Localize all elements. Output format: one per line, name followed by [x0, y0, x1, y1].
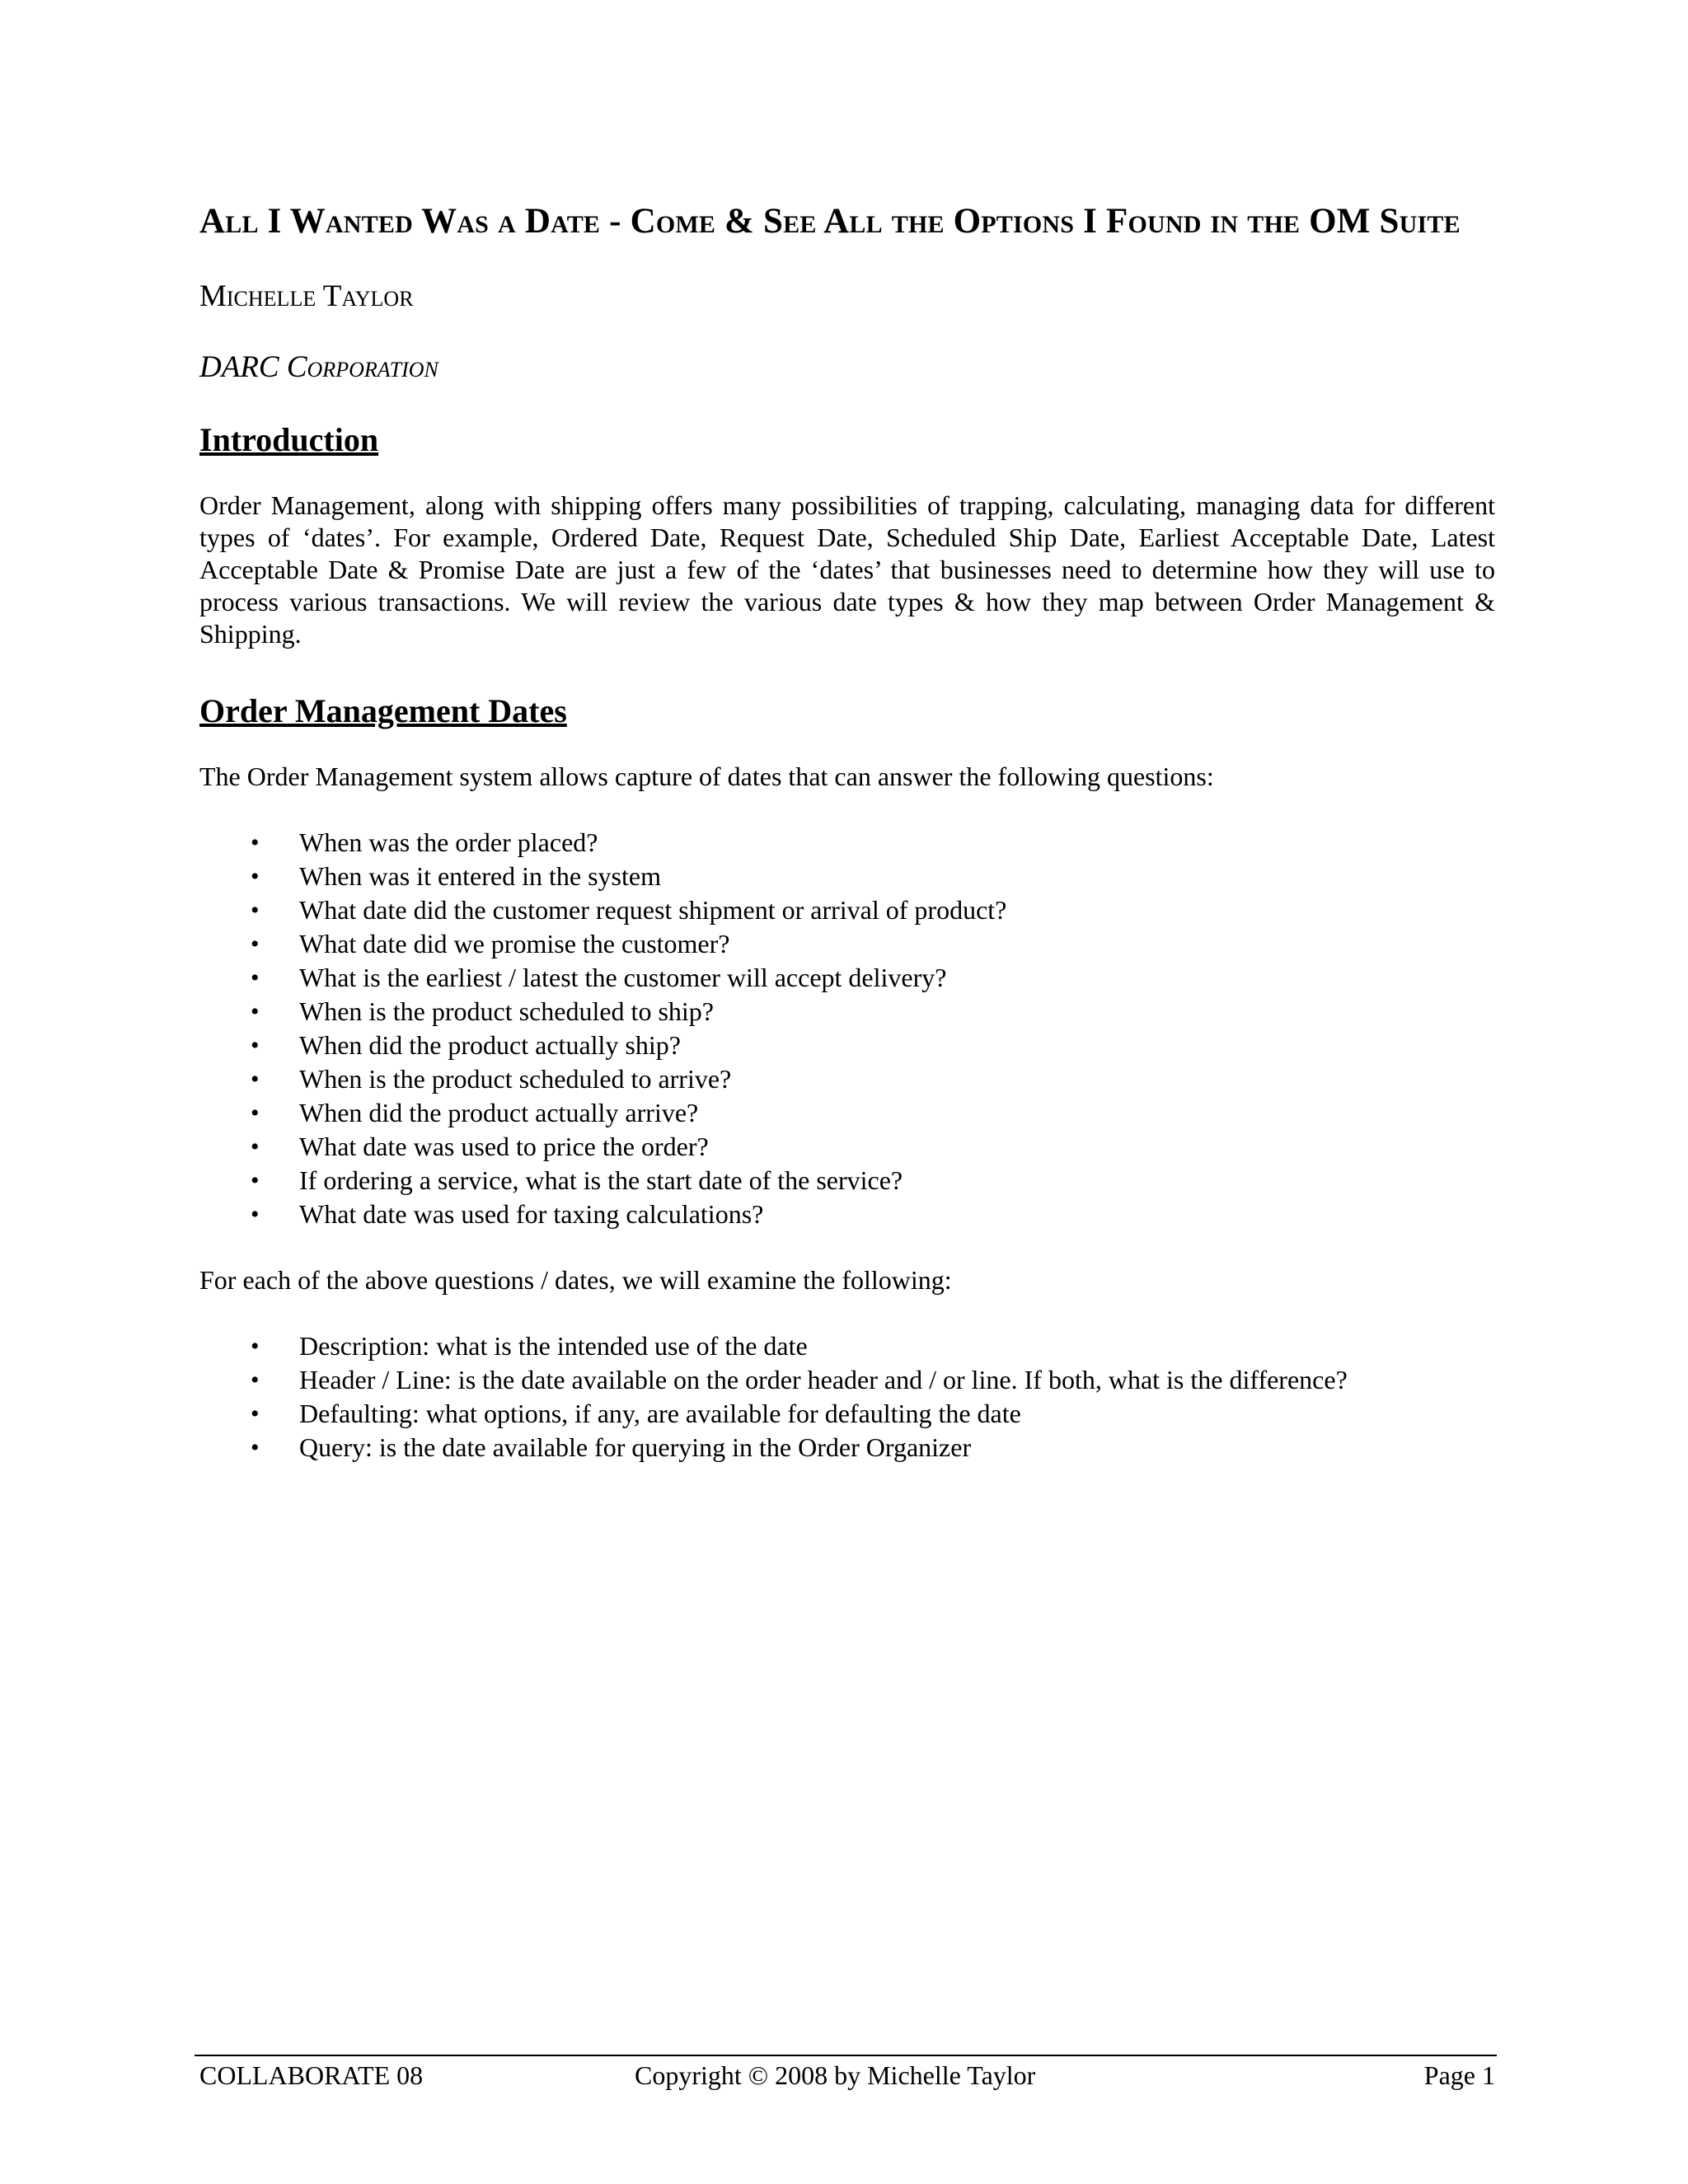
footer-divider — [195, 2055, 1497, 2056]
list-item — [199, 1397, 1495, 1431]
list-item — [199, 893, 1495, 927]
organization-name: DARC Corporation — [199, 350, 438, 384]
bullet-icon: • — [251, 1333, 260, 1360]
list-item — [199, 1329, 1495, 1363]
list-item-text: When did the product actually ship? — [299, 1030, 681, 1060]
bullet-icon: • — [251, 897, 260, 924]
list-item — [199, 1431, 1495, 1465]
list-item-text: What date was used to price the order? — [299, 1132, 709, 1161]
list-item — [199, 1197, 1495, 1231]
bullet-icon: • — [251, 1434, 260, 1461]
list-item-text: If ordering a service, what is the start date of the service? — [299, 1165, 903, 1195]
list-item — [199, 1062, 1495, 1096]
author-name: Michelle Taylor — [199, 279, 414, 313]
om-dates-intro: The Order Management system allows capture of dates that can answer the following questions: — [199, 762, 1214, 791]
footer-conference: COLLABORATE 08 — [199, 2060, 424, 2090]
footer-page-number: Page 1 — [1423, 2060, 1495, 2090]
om-dates-heading: Order Management Dates — [199, 692, 567, 729]
footer-copyright: Copyright © 2008 by Michelle Taylor — [635, 2060, 1036, 2090]
list-item — [199, 1029, 1495, 1062]
bullet-icon: • — [251, 964, 260, 991]
bullet-icon: • — [251, 998, 260, 1025]
list-item — [199, 1164, 1495, 1197]
list-item-text: When was it entered in the system — [299, 861, 661, 891]
list-item-text: When is the product scheduled to arrive? — [299, 1064, 732, 1094]
bullet-icon: • — [251, 1201, 260, 1228]
list-item — [199, 995, 1495, 1029]
bullet-icon: • — [251, 1400, 260, 1427]
bullet-icon: • — [251, 1032, 260, 1059]
list-item-text: When was the order placed? — [299, 827, 598, 857]
introduction-paragraph: Order Management, along with shipping offers many possibilities of trapping, calculating, managing data for different types of ‘dates’. For example, Ordered Date, Request Date, Scheduled Ship Date, Earliest Acceptable Date, Latest Acceptable Date & Promise Date are just a few of the ‘dates’ that businesses need to determine how they will use to process various transactions. We will review the various date types & how they map between Order Management & Shipping. — [199, 490, 1495, 649]
list-item — [199, 927, 1495, 961]
bullet-icon: • — [251, 1133, 260, 1160]
bullet-icon: • — [251, 930, 260, 958]
list-item-text: Defaulting: what options, if any, are available for defaulting the date — [299, 1399, 1021, 1428]
list-item-text: When did the product actually arrive? — [299, 1098, 699, 1127]
bullet-icon: • — [251, 863, 260, 890]
list-item-text: What date did the customer request shipment or arrival of product? — [299, 895, 1007, 925]
list-item-text: What date did we promise the customer? — [299, 929, 730, 958]
list-item — [199, 1363, 1495, 1397]
bullet-icon: • — [251, 1366, 260, 1394]
list-item-text: Header / Line: is the date available on the order header and / or line. If both, what is the difference? — [299, 1365, 1348, 1394]
list-item — [199, 1096, 1495, 1130]
bullet-icon: • — [251, 1167, 260, 1194]
page-content — [199, 198, 1495, 1465]
bullet-icon: • — [251, 1066, 260, 1093]
list-item-text: Query: is the date available for querying in the Order Organizer — [299, 1432, 972, 1462]
page-footer — [199, 2057, 1495, 2093]
list-item-text: What is the earliest / latest the customer will accept delivery? — [299, 963, 947, 992]
list-item — [199, 826, 1495, 860]
introduction-heading: Introduction — [199, 421, 379, 458]
list-item-text: When is the product scheduled to ship? — [299, 996, 714, 1026]
aspects-list — [199, 1329, 1495, 1465]
questions-list — [199, 826, 1495, 1231]
bullet-icon: • — [251, 829, 260, 856]
followup-paragraph: For each of the above questions / dates, we will examine the following: — [199, 1265, 952, 1295]
list-item-text: Description: what is the intended use of the date — [299, 1331, 808, 1361]
list-item — [199, 860, 1495, 893]
bullet-icon: • — [251, 1099, 260, 1127]
list-item-text: What date was used for taxing calculations? — [299, 1199, 764, 1229]
list-item — [199, 961, 1495, 995]
document-title: All I Wanted Was a Date - Come & See All the Options I Found in the OM Suite — [199, 202, 1461, 241]
list-item — [199, 1130, 1495, 1164]
